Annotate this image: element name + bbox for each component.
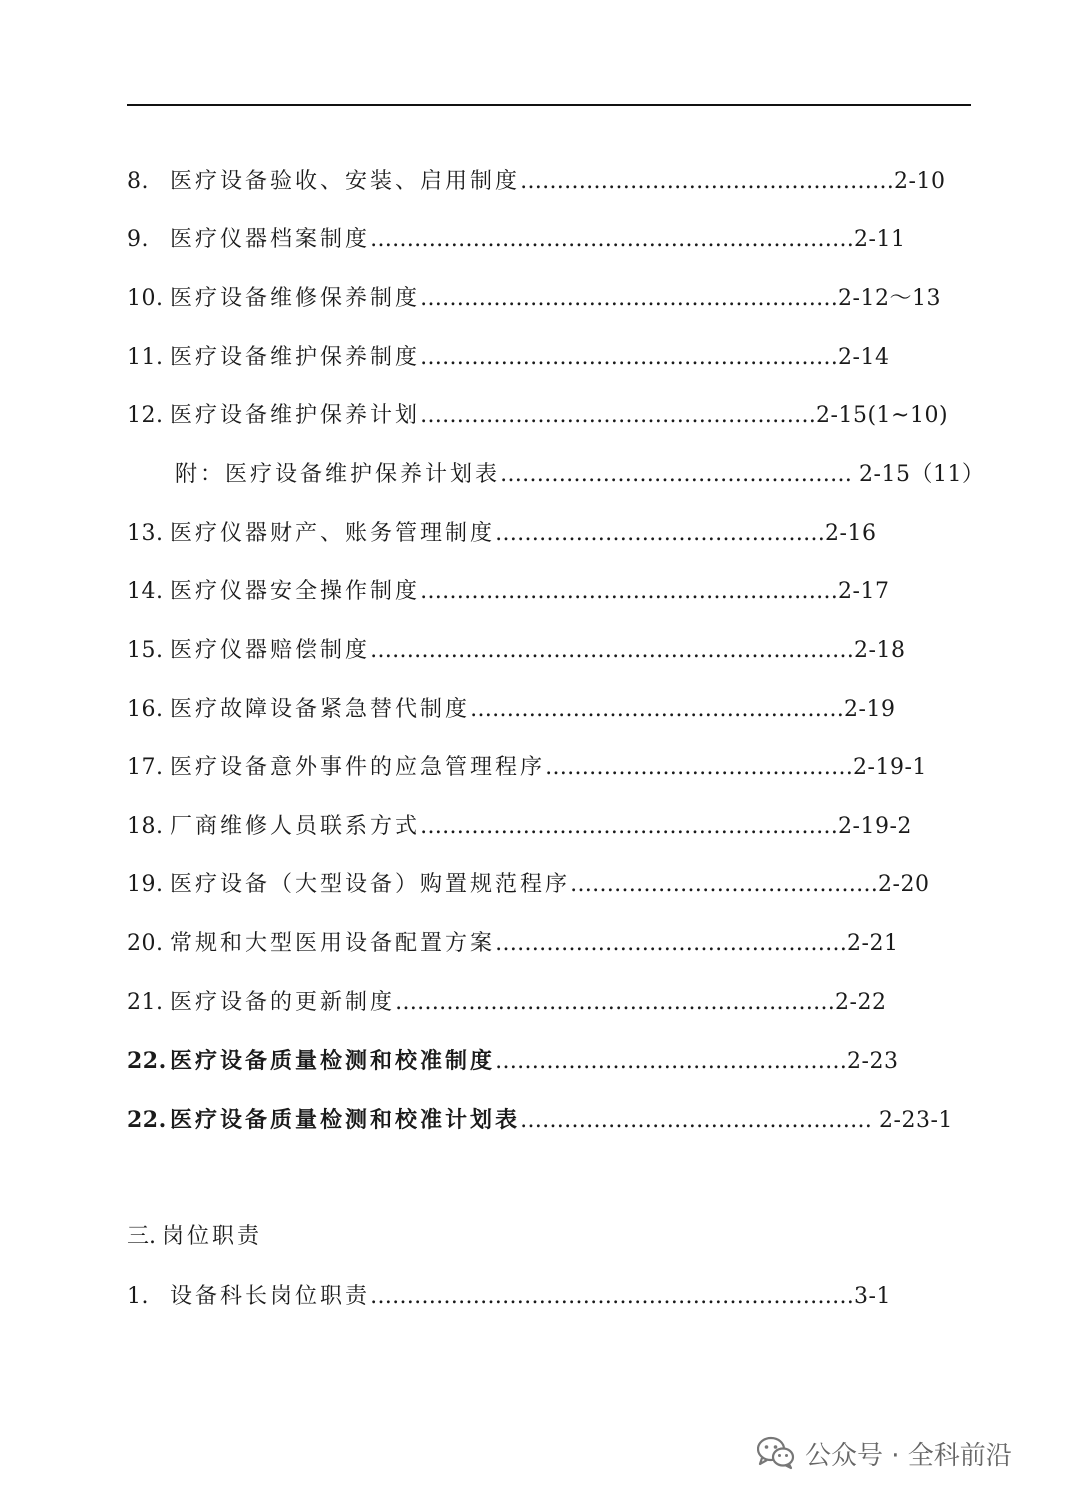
toc-entry-22 [127, 1043, 898, 1079]
toc-title: 医疗设备维护保养计划 [170, 403, 421, 428]
toc-page: 2-15（11） [859, 462, 985, 487]
toc-page: 2-23 [847, 1049, 899, 1074]
toc-leader: ………………………………………………………… [370, 227, 855, 252]
toc-page: 2-11 [854, 227, 906, 252]
toc-page: 2-20 [878, 872, 930, 897]
toc-leader: ………………………………………… [520, 1108, 880, 1133]
toc-leader: ………………………………………… [495, 1049, 848, 1074]
toc-entry-12-appendix [175, 457, 984, 493]
toc-leader: …………………………………………… [470, 697, 845, 722]
toc-entry-13 [127, 516, 876, 552]
toc-number: 21. [127, 990, 164, 1015]
toc-entry-21 [127, 985, 886, 1021]
toc-leader: ……………………………………… [495, 521, 826, 546]
toc-entry-11 [127, 340, 889, 376]
toc-title: 医疗设备的更新制度 [170, 990, 396, 1015]
toc-entry-22-plan [127, 1102, 953, 1138]
toc-title: 医疗设备质量检测和校准制度 [170, 1048, 496, 1074]
toc-title: 医疗设备验收、安装、启用制度 [170, 169, 521, 194]
toc-page: 2-15(1~10) [816, 403, 949, 428]
toc-leader: ………………………………………………… [420, 579, 839, 604]
toc-number: 8. [127, 169, 149, 194]
toc-entry-19 [127, 867, 929, 903]
toc-entry-14 [127, 574, 889, 610]
toc-title: 医疗仪器赔偿制度 [170, 638, 371, 663]
toc-entry-10 [127, 281, 941, 317]
toc-entry-12 [127, 398, 948, 434]
toc-title: 设备科长岗位职责 [170, 1284, 371, 1309]
toc-number: 19. [127, 872, 164, 897]
section-heading [127, 1219, 262, 1255]
toc-title: 医疗设备意外事件的应急管理程序 [170, 755, 546, 780]
toc-leader: …………………………………… [545, 755, 854, 780]
toc-entry-8 [127, 164, 945, 200]
toc-page: 2-17 [838, 579, 890, 604]
toc-page: 2-16 [825, 521, 877, 546]
toc-title: 医疗仪器财产、账务管理制度 [170, 521, 496, 546]
toc-page: 2-21 [847, 931, 899, 956]
toc-entry-16 [127, 692, 895, 728]
toc-entry-9 [127, 222, 905, 258]
watermark [757, 1428, 1012, 1478]
toc-number: 13. [127, 521, 164, 546]
toc-number: 11. [127, 345, 164, 370]
header-rule [127, 104, 971, 106]
toc-number: 15. [127, 638, 164, 663]
toc-number: 10. [127, 286, 164, 311]
toc-leader: ………………………………………………………… [370, 638, 855, 663]
toc-number: 1. [127, 1284, 149, 1309]
toc-number: 22. [127, 1107, 167, 1133]
toc-page: 3-1 [854, 1284, 891, 1309]
toc-number: 22. [127, 1048, 167, 1074]
toc-leader: ………………………………………………… [420, 286, 839, 311]
toc-number: 9. [127, 227, 149, 252]
toc-title: 医疗设备质量检测和校准计划表 [170, 1107, 521, 1133]
toc-title: 常规和大型医用设备配置方案 [170, 931, 496, 956]
toc-entry-15 [127, 633, 905, 669]
watermark-text: 公众号 · 全科前沿 [805, 1440, 1012, 1471]
toc-leader: ……………………………………………… [420, 403, 817, 428]
toc-page: 2-10 [894, 169, 946, 194]
toc-page: 2-22 [835, 990, 887, 1015]
toc-page: 2-19-2 [838, 814, 912, 839]
toc-entry-3-1 [127, 1279, 891, 1315]
toc-page: 2-14 [838, 345, 890, 370]
toc-leader: ………………………………………………… [420, 814, 839, 839]
toc-title: 医疗仪器档案制度 [170, 227, 371, 252]
toc-number: 12. [127, 403, 164, 428]
toc-title: 医疗设备维修保养制度 [170, 286, 421, 311]
toc-entry-17 [127, 750, 927, 786]
toc-title: 医疗设备维护保养制度 [170, 345, 421, 370]
section-number: 三. [127, 1224, 156, 1249]
toc-number: 18. [127, 814, 164, 839]
toc-leader: ………………………………………… [500, 462, 860, 487]
toc-page: 2-19 [844, 697, 896, 722]
toc-title: 附：医疗设备维护保养计划表 [175, 462, 501, 487]
toc-leader: ………………………………………… [495, 931, 848, 956]
toc-page: 2-18 [854, 638, 906, 663]
toc-leader: ………………………………………………………… [370, 1284, 855, 1309]
toc-number: 17. [127, 755, 164, 780]
toc-leader: …………………………………………… [520, 169, 895, 194]
wechat-icon [757, 1436, 795, 1470]
toc-leader: …………………………………………………… [395, 990, 836, 1015]
toc-entry-20 [127, 926, 898, 962]
toc-title: 厂商维修人员联系方式 [170, 814, 421, 839]
toc-page: 2-19-1 [853, 755, 927, 780]
toc-page: 2-23-1 [879, 1108, 953, 1133]
toc-number: 20. [127, 931, 164, 956]
toc-title: 医疗故障设备紧急替代制度 [170, 697, 471, 722]
toc-entry-18 [127, 809, 912, 845]
toc-page: 2-12～13 [838, 286, 941, 311]
toc-title: 医疗仪器安全操作制度 [170, 579, 421, 604]
section-title: 岗位职责 [162, 1224, 263, 1249]
toc-leader: …………………………………… [570, 872, 879, 897]
toc-title: 医疗设备（大型设备）购置规范程序 [170, 872, 571, 897]
toc-number: 14. [127, 579, 164, 604]
toc-number: 16. [127, 697, 164, 722]
toc-leader: ………………………………………………… [420, 345, 839, 370]
